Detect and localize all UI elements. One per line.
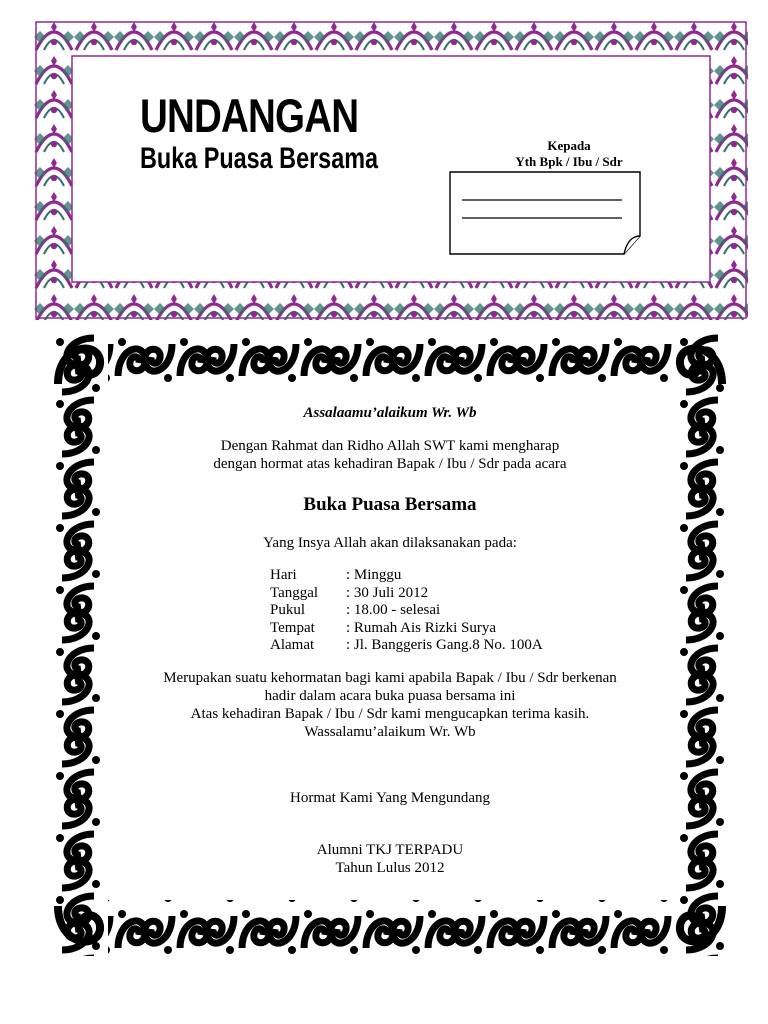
envelope-title: UNDANGAN — [140, 89, 359, 142]
intro-line: Dengan Rahmat dan Ridho Allah SWT kami mengharap — [220, 438, 560, 454]
detail-value: : 30 Juli 2012 — [346, 584, 429, 601]
closing-line: Atas kehadiran Bapak / Ibu / Sdr kami mengucapkan terima kasih. — [190, 706, 590, 722]
sender-name: Alumni TKJ TERPADU — [316, 842, 464, 858]
detail-label: Hari — [270, 567, 297, 583]
detail-row-hari — [270, 567, 543, 585]
detail-value: : Minggu — [346, 567, 402, 583]
detail-label: Tanggal — [270, 584, 319, 601]
sender-year: Tahun Lulus 2012 — [335, 860, 445, 876]
invitation-card — [52, 334, 728, 956]
intro-line: dengan hormat atas kehadiran Bapak / Ibu / Sdr pada acara — [213, 456, 567, 472]
detail-row-alamat — [270, 637, 543, 655]
closing-line: hadir dalam acara buka puasa bersama ini — [264, 688, 516, 704]
detail-row-pukul — [270, 602, 543, 620]
detail-row-tempat — [270, 620, 543, 638]
sender-block — [112, 841, 668, 877]
envelope-card — [34, 20, 748, 320]
sign-off: Hormat Kami Yang Mengundang — [290, 790, 490, 806]
closing-paragraph — [112, 669, 668, 741]
detail-label: Tempat — [270, 619, 315, 636]
closing-line: Merupakan suatu kehormatan bagi kami apabila Bapak / Ibu / Sdr berkenan — [163, 670, 617, 686]
event-details — [270, 567, 543, 655]
detail-label: Alamat — [270, 637, 315, 653]
schedule-lead: Yang Insya Allah akan dilaksanakan pada: — [263, 535, 517, 551]
addressee-label: Kepada — [547, 138, 591, 153]
envelope-subtitle: Buka Puasa Bersama — [140, 142, 379, 175]
detail-label: Pukul — [270, 602, 306, 618]
detail-row-tanggal — [270, 585, 543, 603]
closing-line: Wassalamu’alaikum Wr. Wb — [304, 724, 476, 740]
detail-value: : Jl. Banggeris Gang.8 No. 100A — [346, 637, 543, 653]
addressee-salutation: Yth Bpk / Ibu / Sdr — [515, 154, 623, 169]
detail-value: : 18.00 - selesai — [346, 602, 441, 618]
intro-paragraph — [112, 437, 668, 473]
detail-value: : Rumah Ais Rizki Surya — [346, 619, 496, 636]
greeting: Assalaamu’alaikum Wr. Wb — [303, 405, 477, 421]
address-note-box — [446, 170, 646, 256]
event-title: Buka Puasa Bersama — [303, 494, 477, 515]
